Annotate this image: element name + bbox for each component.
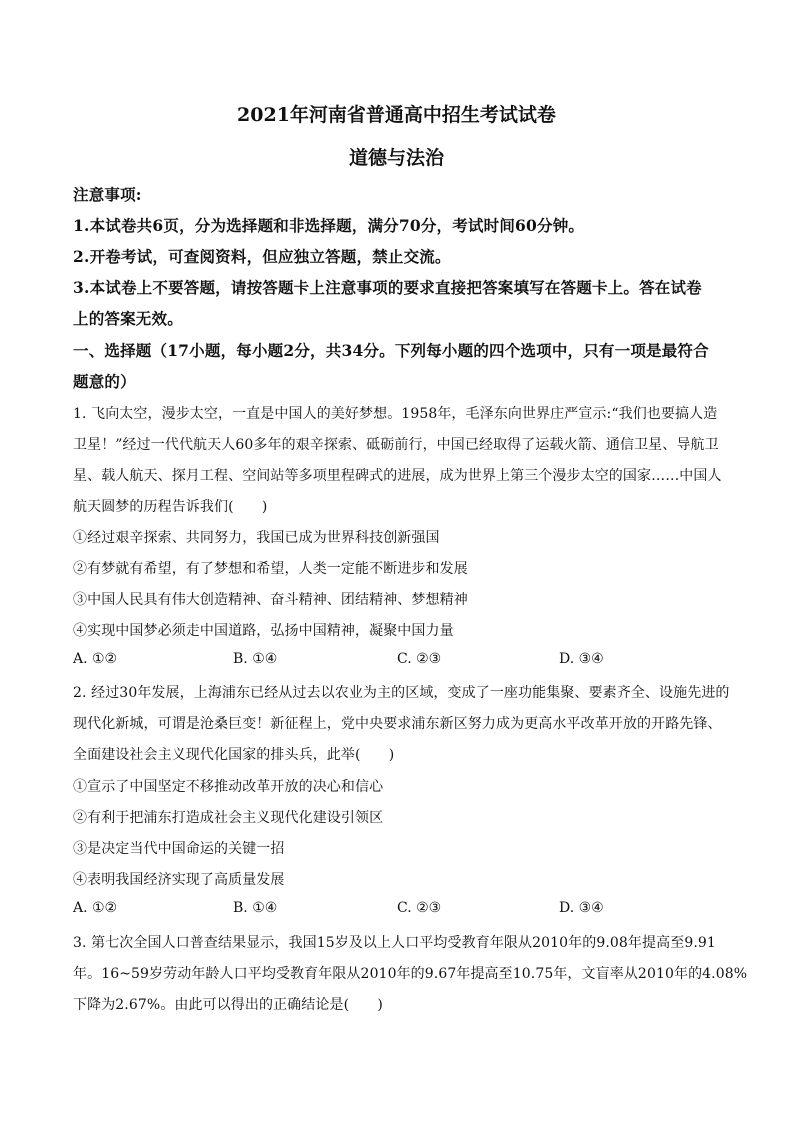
q2-stem-line: 全面建设社会主义现代化国家的排头兵，此举( ) (73, 747, 395, 763)
q2-statement: ②有利于把浦东打造成社会主义现代化建设引领区 (73, 810, 384, 826)
q1-stem-line: 星、载人航天、探月工程、空间站等多项里程碑式的进展，成为世界上第三个漫步太空的国家……中国人 (73, 468, 722, 484)
q1-stem-line: 航天圆梦的历程告诉我们( ) (73, 499, 268, 515)
q1-option-b[interactable]: B. ①④ (233, 651, 278, 667)
section-heading-line-1: 一、选择题（17小题，每小题2分，共34分。下列每小题的四个选项中，只有一项是最符合 (73, 341, 709, 360)
notice-item-1: 1.本试卷共6页，分为选择题和非选择题，满分70分，考试时间60分钟。 (73, 216, 585, 235)
q2-statement: ④表明我国经济实现了高质量发展 (73, 872, 285, 888)
q1-statement: ④实现中国梦必须走中国道路，弘扬中国精神，凝聚中国力量 (73, 623, 454, 639)
q1-statement: ③中国人民具有伟大创造精神、奋斗精神、团结精神、梦想精神 (73, 592, 468, 608)
q2-option-a[interactable]: A. ①② (73, 900, 118, 916)
notice-item-3-line-2: 上的答案无效。 (73, 309, 183, 328)
q2-statement: ①宣示了中国坚定不移推动改革开放的决心和信心 (73, 779, 384, 795)
q2-stem-line: 现代化新城，可谓是沧桑巨变！新征程上，党中央要求浦东新区努力成为更高水平改革开放的开路先锋、 (73, 716, 722, 732)
q3-stem-line: 年。16~59岁劳动年龄人口平均受教育年限从2010年的9.67年提高至10.75年，文盲率从2010年的4.08% (73, 966, 748, 982)
q1-option-c[interactable]: C. ②③ (397, 651, 442, 667)
q3-stem-line: 下降为2.67%。由此可以得出的正确结论是( ) (73, 997, 383, 1013)
notice-heading: 注意事项: (73, 185, 142, 204)
q1-stem-line: 卫星！”经过一代代航天人60多年的艰辛探索、砥砺前行，中国已经取得了运载火箭、通信卫星、导航卫 (73, 437, 719, 453)
q1-statement: ①经过艰辛探索、共同努力，我国已成为世界科技创新强国 (73, 530, 440, 546)
q2-option-b[interactable]: B. ①④ (233, 900, 278, 916)
notice-item-3-line-1: 3.本试卷上不要答题，请按答题卡上注意事项的要求直接把答案填写在答题卡上。答在试卷 (73, 278, 702, 297)
q2-statement: ③是决定当代中国命运的关键一招 (73, 841, 285, 857)
q1-stem-line: 1. 飞向太空，漫步太空，一直是中国人的美好梦想。1958年，毛泽东向世界庄严宣示:“我们也要搞人造 (73, 406, 718, 422)
exam-title: 2021年河南省普通高中招生考试试卷 (237, 104, 556, 126)
q1-statement: ②有梦就有希望，有了梦想和希望，人类一定能不断进步和发展 (73, 561, 468, 577)
q2-stem-line: 2. 经过30年发展，上海浦东已经从过去以农业为主的区域，变成了一座功能集聚、要素齐全、设施先进的 (73, 685, 730, 701)
notice-item-2: 2.开卷考试，可查阅资料，但应独立答题，禁止交流。 (73, 247, 451, 266)
q1-option-a[interactable]: A. ①② (73, 651, 118, 667)
section-heading-line-2: 题意的） (73, 372, 136, 391)
q1-option-d[interactable]: D. ③④ (559, 651, 604, 667)
q2-option-c[interactable]: C. ②③ (397, 900, 442, 916)
subject-title: 道德与法治 (348, 147, 444, 169)
q2-option-d[interactable]: D. ③④ (559, 900, 604, 916)
q3-stem-line: 3. 第七次全国人口普查结果显示，我国15岁及以上人口平均受教育年限从2010年的9.08年提高至9.91 (73, 935, 716, 951)
